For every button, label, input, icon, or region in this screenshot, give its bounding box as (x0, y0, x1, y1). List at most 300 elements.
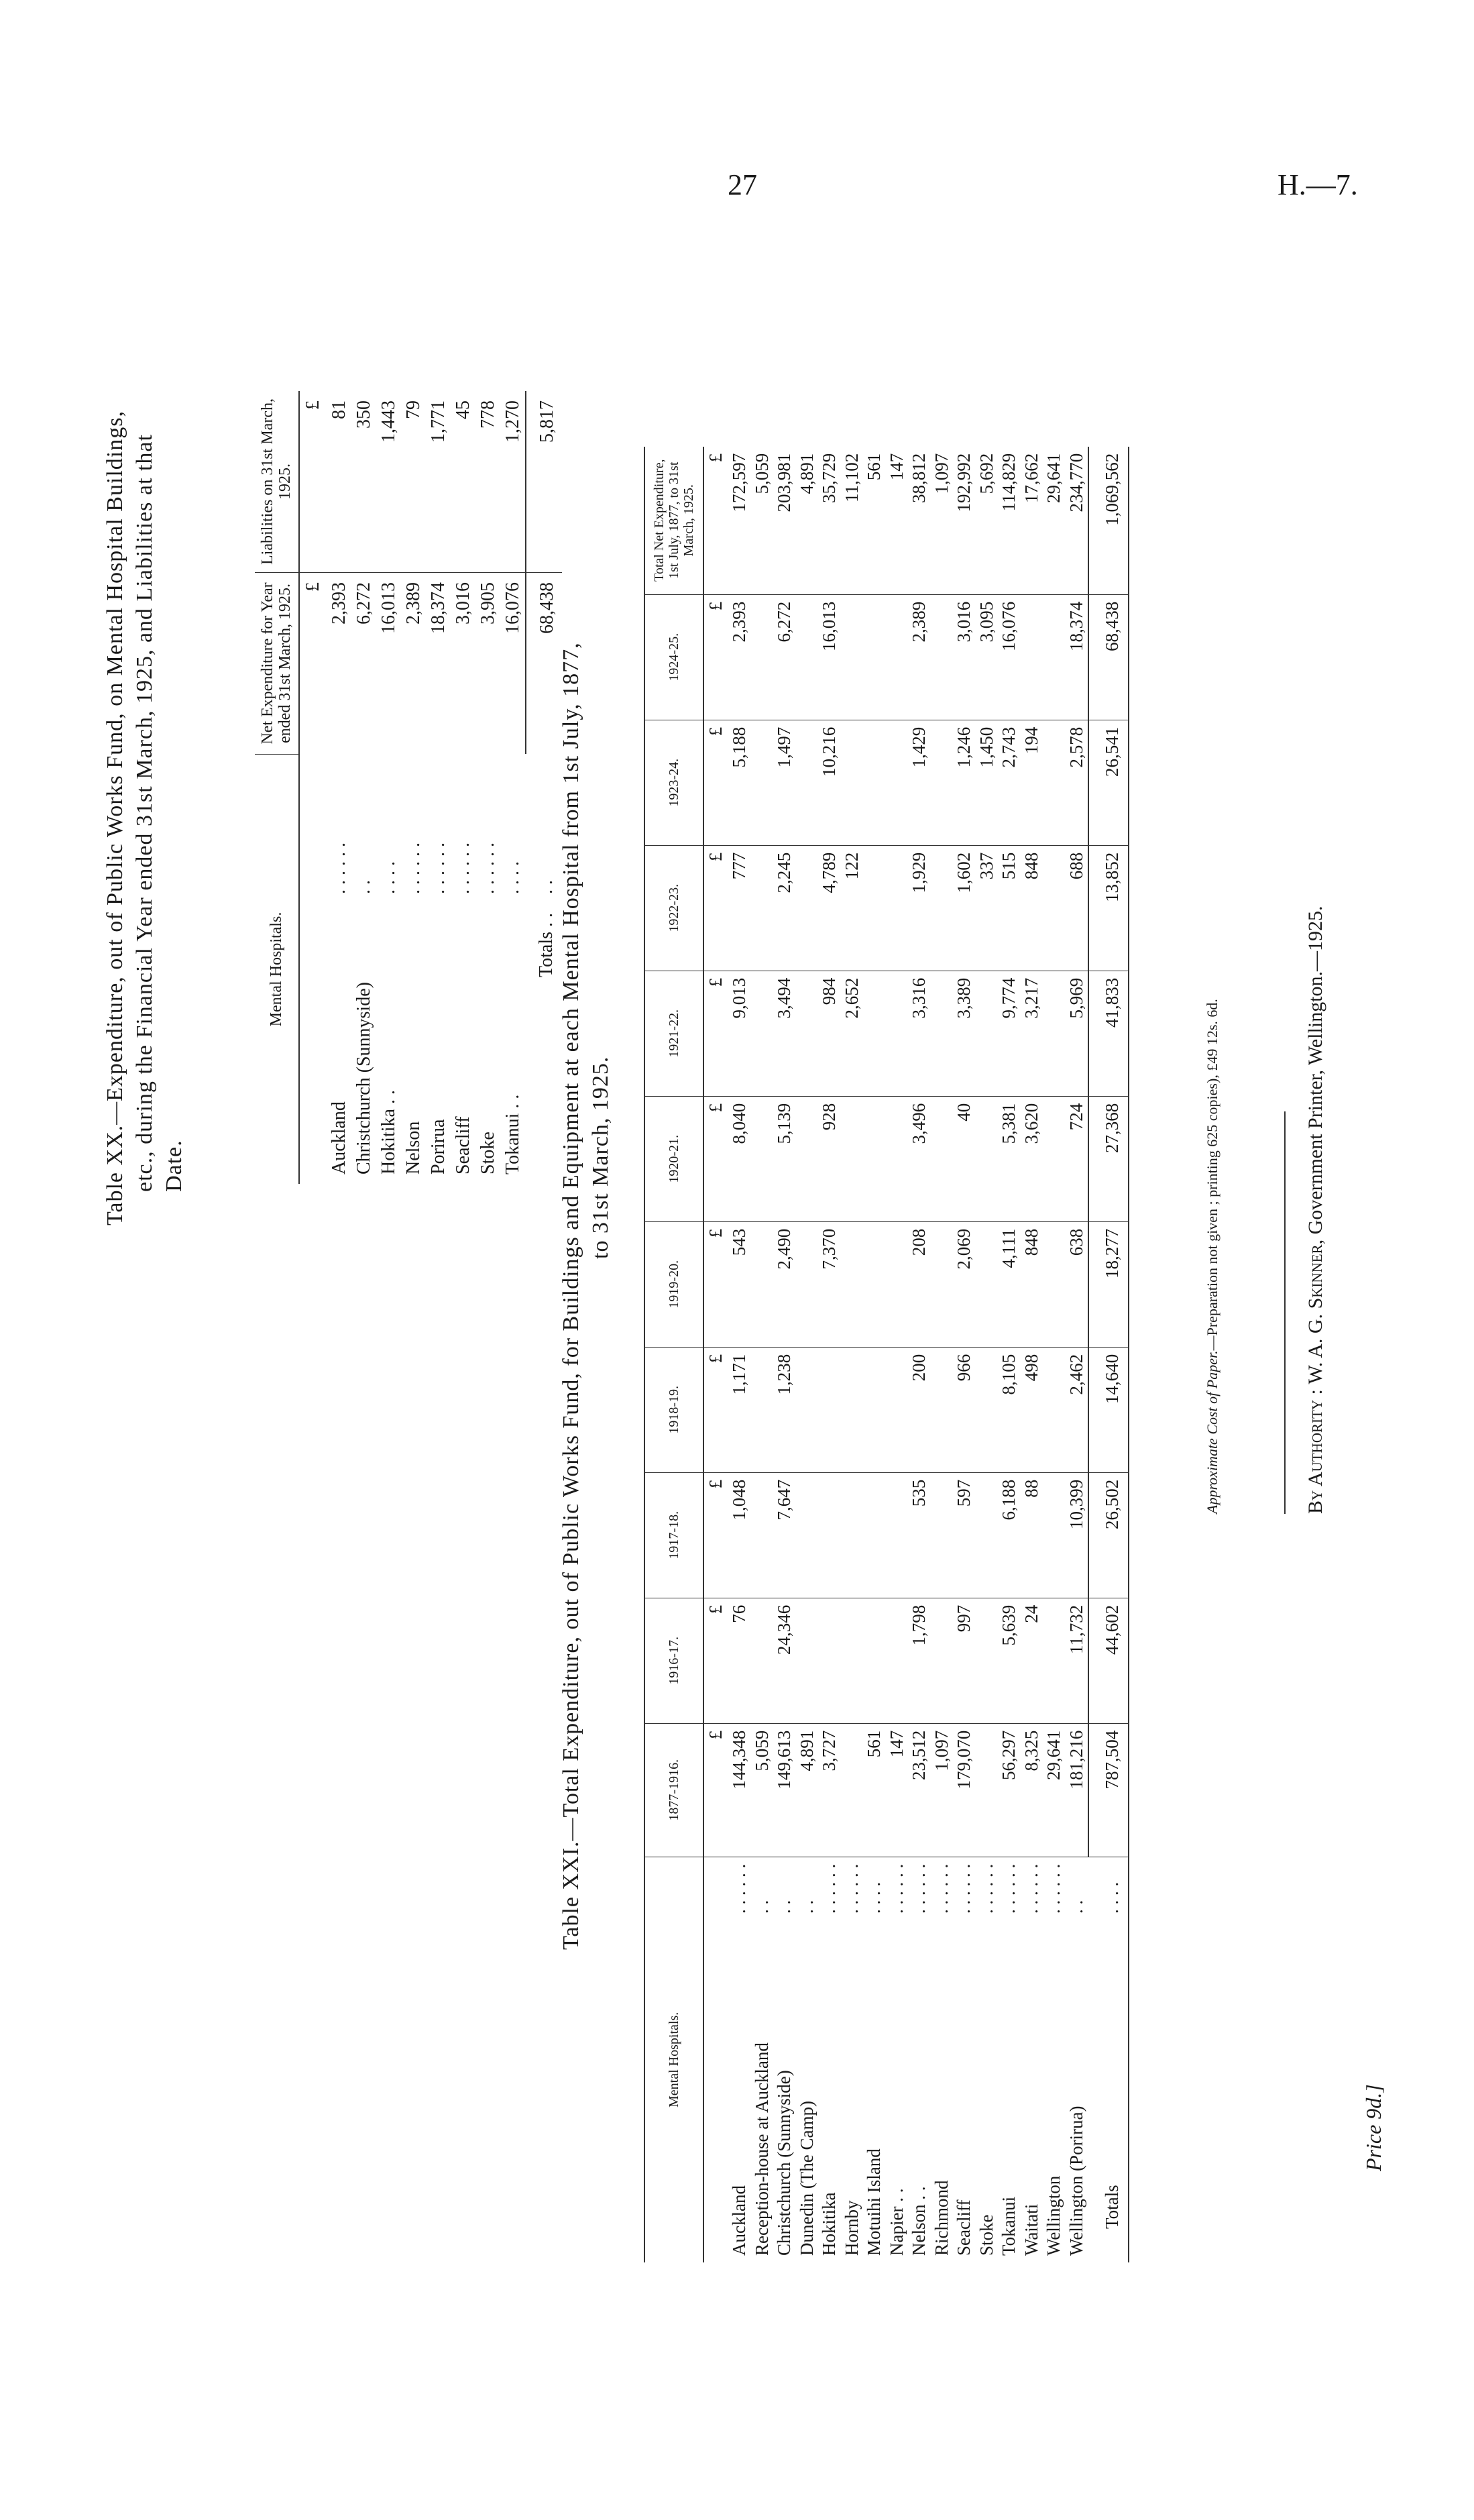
printing-authority (1304, 906, 1327, 1514)
totals-label: Totals (1088, 1920, 1129, 2262)
caption-line: Date. (162, 1140, 186, 1192)
net-expenditure-value: 16,076 (502, 582, 523, 634)
liabilities-value: 778 (475, 391, 500, 573)
price: Price 9d.] (1361, 2084, 1385, 2171)
table-xxi (644, 447, 1129, 2262)
expenditure-value (863, 594, 886, 720)
expenditure-value (796, 971, 819, 1096)
expenditure-value: 5,059 (751, 447, 774, 595)
expenditure-value: 149,613 (773, 1723, 796, 1857)
table-row (886, 447, 909, 2262)
caption-line: etc., during the Financial Year ended 31st March, 1925, and Liabilities at that (132, 434, 157, 1192)
expenditure-value: 181,216 (1066, 1723, 1089, 1857)
expenditure-value: 984 (818, 971, 841, 1096)
expenditure-value (886, 1096, 909, 1221)
totals-row (1088, 447, 1129, 2262)
expenditure-value (976, 1598, 999, 1723)
expenditure-value: 337 (976, 845, 999, 971)
table-row (908, 447, 931, 2262)
table-row (451, 391, 475, 1184)
expenditure-value: 2,069 (953, 1221, 976, 1347)
expenditure-value (863, 971, 886, 1096)
expenditure-value (863, 1472, 886, 1598)
expenditure-value: 8,325 (1021, 1723, 1043, 1857)
leader-dots: . . (796, 1900, 817, 1914)
hospital-name: Nelson . . (909, 2186, 929, 2256)
expenditure-value (751, 1472, 774, 1598)
expenditure-value: 1,238 (773, 1347, 796, 1472)
hospital-name: Tokanui . . (502, 1094, 524, 1174)
expenditure-value (841, 720, 864, 845)
expenditure-value (796, 1347, 819, 1472)
net-expenditure-value: 6,272 (353, 582, 374, 624)
table-row (500, 391, 526, 1184)
expenditure-value: 18,374 (1066, 594, 1089, 720)
expenditure-value: 4,111 (998, 1221, 1021, 1347)
expenditure-value (886, 1598, 909, 1723)
net-expenditure-value: 2,393 (328, 582, 349, 624)
leader-dots: . . (774, 1900, 794, 1914)
expenditure-value: 1,246 (953, 720, 976, 845)
expenditure-value (751, 845, 774, 971)
table-row (1066, 447, 1089, 2262)
expenditure-value (863, 1096, 886, 1221)
expenditure-value: 38,812 (908, 447, 931, 595)
expenditure-value: 122 (841, 845, 864, 971)
expenditure-value: 5,381 (998, 1096, 1021, 1221)
hospital-name: Waitati (1021, 2203, 1041, 2256)
page-number: 27 (728, 168, 757, 201)
expenditure-value: 8,040 (728, 1096, 751, 1221)
leader-dots: . . (1066, 1900, 1086, 1914)
expenditure-value: 16,076 (998, 594, 1021, 720)
expenditure-value: 515 (998, 845, 1021, 971)
table-row (426, 391, 451, 1184)
leader-dots: . . . . . . (841, 1863, 862, 1914)
expenditure-value: 1,602 (953, 845, 976, 971)
expenditure-value (841, 1598, 864, 1723)
expenditure-value: 1,798 (908, 1598, 931, 1723)
spacer-cell (703, 1920, 728, 2262)
table-row (863, 447, 886, 2262)
table-row (475, 391, 500, 1184)
unit-cell: £ (703, 1598, 728, 1723)
expenditure-value (796, 1598, 819, 1723)
net-expenditure-value: 16,013 (378, 582, 399, 634)
liabilities-value: 81 (327, 391, 351, 573)
leader-dots: . . . . . . (402, 842, 424, 894)
expenditure-value (796, 1472, 819, 1598)
leader-dots: . . . . . . (976, 1863, 997, 1914)
hospital-name: Dunedin (The Camp) (796, 2101, 817, 2256)
expenditure-total: 26,541 (1088, 720, 1129, 845)
expenditure-value: 5,139 (773, 1096, 796, 1221)
unit-cell: £ (703, 1347, 728, 1472)
leader-dots: . . . . . . (909, 1863, 929, 1914)
column-header: 1877-1916. (644, 1723, 703, 1857)
authority-prefix: By Authority : (1304, 1389, 1326, 1514)
liabilities-value: 45 (451, 391, 475, 573)
expenditure-value (886, 1347, 909, 1472)
expenditure-value: 35,729 (818, 447, 841, 595)
expenditure-value (841, 1723, 864, 1857)
spacer-cell (703, 1857, 728, 1920)
hospital-name: Christchurch (Sunnyside) (353, 982, 374, 1174)
expenditure-value (931, 1096, 954, 1221)
expenditure-value (976, 1723, 999, 1857)
expenditure-value: 3,217 (1021, 971, 1043, 1096)
table-row (401, 391, 426, 1184)
leader-dots: . . . . . . (729, 1863, 749, 1914)
expenditure-value: 11,102 (841, 447, 864, 595)
expenditure-total: 68,438 (1088, 594, 1129, 720)
net-expenditure-value: 18,374 (427, 582, 449, 634)
expenditure-value (751, 720, 774, 845)
expenditure-value: 10,216 (818, 720, 841, 845)
table-row (998, 447, 1021, 2262)
expenditure-value (1043, 845, 1066, 971)
expenditure-value: 543 (728, 1221, 751, 1347)
expenditure-value (931, 1472, 954, 1598)
expenditure-value: 1,097 (931, 1723, 954, 1857)
spacer-cell (299, 755, 327, 904)
expenditure-value: 3,016 (953, 594, 976, 720)
expenditure-value: 3,620 (1021, 1096, 1043, 1221)
unit-cell: £ (703, 447, 728, 595)
table-xx (255, 391, 562, 1184)
unit-cell: £ (703, 720, 728, 845)
column-header-liabilities: Liabilities on 31st March, 1925. (255, 391, 299, 573)
net-expenditure-value: 2,389 (402, 582, 424, 624)
leader-dots: . . . . . . (1043, 1863, 1064, 1914)
expenditure-total: 13,852 (1088, 845, 1129, 971)
expenditure-value: 9,013 (728, 971, 751, 1096)
leader-dots: . . . . . . (477, 842, 498, 894)
expenditure-value (863, 1347, 886, 1472)
leader-dots: . . . . (864, 1881, 884, 1914)
leader-dots: . . (751, 1900, 772, 1914)
expenditure-value (863, 1221, 886, 1347)
expenditure-value: 29,641 (1043, 1723, 1066, 1857)
expenditure-value (931, 720, 954, 845)
expenditure-value (886, 971, 909, 1096)
expenditure-total: 26,502 (1088, 1472, 1129, 1598)
expenditure-value: 724 (1066, 1096, 1089, 1221)
expenditure-value (841, 1096, 864, 1221)
expenditure-value: 203,981 (773, 447, 796, 595)
liabilities-value: 1,771 (426, 391, 451, 573)
table-row (796, 447, 819, 2262)
expenditure-value: 56,297 (998, 1723, 1021, 1857)
net-expenditure-total: 68,438 (526, 573, 562, 755)
table-row (841, 447, 864, 2262)
expenditure-value: 3,494 (773, 971, 796, 1096)
expenditure-value: 6,188 (998, 1472, 1021, 1598)
liabilities-value: 1,443 (376, 391, 401, 573)
expenditure-value: 208 (908, 1221, 931, 1347)
expenditure-value (818, 1598, 841, 1723)
expenditure-value: 194 (1021, 720, 1043, 845)
column-header: 1916-17. (644, 1598, 703, 1723)
liabilities-value: 79 (401, 391, 426, 573)
table-row (953, 447, 976, 2262)
leader-dots: . . . . . . (452, 842, 473, 894)
hospital-name: Stoke (477, 1132, 498, 1174)
expenditure-value (976, 971, 999, 1096)
expenditure-value (886, 1221, 909, 1347)
column-header: Total Net Expenditure, 1st July, 1877, to 31st March, 1925. (644, 447, 703, 595)
expenditure-value: 2,393 (728, 594, 751, 720)
net-expenditure-value: 3,016 (452, 582, 473, 624)
expenditure-value: 10,399 (1066, 1472, 1089, 1598)
expenditure-value: 3,389 (953, 971, 976, 1096)
expenditure-value: 7,647 (773, 1472, 796, 1598)
column-header-mental-hospitals: Mental Hospitals. (255, 755, 299, 1185)
leader-dots: . . . . . . (954, 1863, 974, 1914)
expenditure-value (976, 1472, 999, 1598)
leader-dots: . . . . . . (886, 1863, 907, 1914)
expenditure-value (751, 594, 774, 720)
expenditure-value: 561 (863, 447, 886, 595)
expenditure-value (841, 1347, 864, 1472)
document-reference: H.—7. (1278, 168, 1358, 201)
leader-dots: . . . . (502, 861, 524, 894)
authority-rest: , Government Printer, Wellington.—1925. (1304, 906, 1326, 1245)
expenditure-value: 3,095 (976, 594, 999, 720)
expenditure-value: 928 (818, 1096, 841, 1221)
expenditure-value: 114,829 (998, 447, 1021, 595)
table-row (931, 447, 954, 2262)
table-xxi-caption (557, 642, 616, 1950)
expenditure-value (841, 1472, 864, 1598)
leader-dots: . . . . (1088, 1857, 1129, 1920)
approximate-cost-label: Approximate Cost of Paper. (1204, 1350, 1221, 1514)
expenditure-value: 1,171 (728, 1347, 751, 1472)
column-header-net-expenditure: Net Expenditure for Year ended 31st March, 1925. (255, 573, 299, 755)
totals-label: Totals . . (536, 913, 557, 978)
unit-cell: £ (703, 1472, 728, 1598)
expenditure-value: 2,743 (998, 720, 1021, 845)
leader-dots: . . . . . . (1021, 1863, 1041, 1914)
expenditure-value: 88 (1021, 1472, 1043, 1598)
hospital-name: Hokitika . . (378, 1090, 399, 1174)
expenditure-value (1043, 594, 1066, 720)
expenditure-value (976, 1096, 999, 1221)
expenditure-value (1043, 1221, 1066, 1347)
expenditure-total: 27,368 (1088, 1096, 1129, 1221)
hospital-name: Porirua (427, 1119, 449, 1174)
expenditure-value (751, 1096, 774, 1221)
expenditure-value: 2,490 (773, 1221, 796, 1347)
expenditure-value: 597 (953, 1472, 976, 1598)
expenditure-value (796, 845, 819, 971)
expenditure-value: 561 (863, 1723, 886, 1857)
expenditure-value: 11,732 (1066, 1598, 1089, 1723)
caption-line: Table XXI.—Total Expenditure, out of Public Works Fund, for Buildings and Equipment at each Mental Hospital from 1st July, 1877, (559, 642, 583, 1950)
expenditure-value: 200 (908, 1347, 931, 1472)
hospital-name: Nelson (402, 1121, 424, 1174)
unit-cell: £ (703, 1221, 728, 1347)
expenditure-value: 4,891 (796, 447, 819, 595)
expenditure-total: 18,277 (1088, 1221, 1129, 1347)
net-expenditure-value: 3,905 (477, 582, 498, 624)
unit-row (703, 447, 728, 2262)
expenditure-value (1043, 971, 1066, 1096)
expenditure-value: 172,597 (728, 447, 751, 595)
expenditure-value (863, 845, 886, 971)
expenditure-value: 2,652 (841, 971, 864, 1096)
expenditure-value (931, 845, 954, 971)
unit-cell: £ (302, 582, 324, 592)
expenditure-value: 147 (886, 447, 909, 595)
expenditure-value: 6,272 (773, 594, 796, 720)
expenditure-value (751, 1598, 774, 1723)
caption-line: to 31st March, 1925. (588, 1056, 613, 1259)
expenditure-value: 1,497 (773, 720, 796, 845)
leader-dots: . . . . (378, 861, 399, 894)
expenditure-value: 535 (908, 1472, 931, 1598)
expenditure-value: 4,891 (796, 1723, 819, 1857)
expenditure-value: 4,789 (818, 845, 841, 971)
expenditure-value: 638 (1066, 1221, 1089, 1347)
expenditure-value: 2,462 (1066, 1347, 1089, 1472)
expenditure-total: 41,833 (1088, 971, 1129, 1096)
table-row (818, 447, 841, 2262)
expenditure-value (818, 1347, 841, 1472)
expenditure-value: 7,370 (818, 1221, 841, 1347)
expenditure-value (751, 1221, 774, 1347)
expenditure-value (976, 1221, 999, 1347)
expenditure-value: 8,105 (998, 1347, 1021, 1472)
column-header: 1923-24. (644, 720, 703, 845)
expenditure-value: 3,727 (818, 1723, 841, 1857)
authority-name: W. A. G. Skinner (1304, 1244, 1326, 1384)
expenditure-value: 179,070 (953, 1723, 976, 1857)
expenditure-value (931, 1221, 954, 1347)
expenditure-value: 5,059 (751, 1723, 774, 1857)
expenditure-value: 24,346 (773, 1598, 796, 1723)
unit-cell: £ (703, 594, 728, 720)
hospital-name: Auckland (328, 1101, 349, 1174)
liabilities-value: 1,270 (500, 391, 526, 573)
expenditure-value (796, 1221, 819, 1347)
expenditure-value: 2,578 (1066, 720, 1089, 845)
expenditure-value: 5,639 (998, 1598, 1021, 1723)
approximate-cost-text: —Preparation not given ; printing 625 copies), £49 12s. 6d. (1204, 999, 1221, 1351)
expenditure-total: 44,602 (1088, 1598, 1129, 1723)
expenditure-value: 147 (886, 1723, 909, 1857)
table-row (728, 447, 751, 2262)
expenditure-value: 29,641 (1043, 447, 1066, 595)
expenditure-value (886, 594, 909, 720)
expenditure-value (1043, 720, 1066, 845)
hospital-name: Motuihi Island (864, 2148, 884, 2256)
unit-cell: £ (703, 1096, 728, 1221)
hospital-name: Tokanui (999, 2196, 1019, 2256)
expenditure-value (1043, 1347, 1066, 1472)
leader-dots: . . . . . . (328, 842, 349, 894)
expenditure-value: 1,450 (976, 720, 999, 845)
expenditure-value (931, 1598, 954, 1723)
table-row (773, 447, 796, 2262)
expenditure-total: 787,504 (1088, 1723, 1129, 1857)
table-row (1021, 447, 1043, 2262)
unit-row (299, 391, 327, 1184)
hospital-name: Wellington (1043, 2175, 1064, 2256)
expenditure-value: 5,188 (728, 720, 751, 845)
table-xx-caption (101, 410, 189, 1225)
column-header: 1920-21. (644, 1096, 703, 1221)
expenditure-value (841, 594, 864, 720)
expenditure-value (1021, 594, 1043, 720)
expenditure-value (796, 720, 819, 845)
expenditure-value (863, 720, 886, 845)
expenditure-value: 23,512 (908, 1723, 931, 1857)
expenditure-value: 1,048 (728, 1472, 751, 1598)
column-header: 1918-19. (644, 1347, 703, 1472)
column-header: 1924-25. (644, 594, 703, 720)
unit-cell: £ (703, 845, 728, 971)
unit-cell: £ (299, 391, 327, 573)
expenditure-value (751, 971, 774, 1096)
column-header: 1921-22. (644, 971, 703, 1096)
expenditure-value (886, 845, 909, 971)
expenditure-value: 2,389 (908, 594, 931, 720)
expenditure-value: 76 (728, 1598, 751, 1723)
expenditure-value: 16,013 (818, 594, 841, 720)
approximate-cost-note (1204, 999, 1221, 1514)
leader-dots: . . . . . . (931, 1863, 952, 1914)
hospital-name: Hokitika (819, 2192, 839, 2256)
expenditure-value (796, 1096, 819, 1221)
hospital-name: Reception-house at Auckland (751, 2042, 772, 2256)
hospital-name: Seacliff (452, 1116, 473, 1174)
expenditure-value (931, 1347, 954, 1472)
expenditure-value: 997 (953, 1598, 976, 1723)
expenditure-value (796, 594, 819, 720)
leader-dots: . . (536, 880, 557, 894)
expenditure-value: 24 (1021, 1598, 1043, 1723)
expenditure-value: 2,245 (773, 845, 796, 971)
expenditure-value: 5,969 (1066, 971, 1089, 1096)
table-row (1043, 447, 1066, 2262)
expenditure-value (818, 1472, 841, 1598)
authority-rule (1284, 1111, 1286, 1514)
expenditure-value (1043, 1598, 1066, 1723)
expenditure-value: 234,770 (1066, 447, 1089, 595)
expenditure-value: 17,662 (1021, 447, 1043, 595)
hospital-name: Seacliff (954, 2199, 974, 2256)
expenditure-value: 192,992 (953, 447, 976, 595)
expenditure-value: 966 (953, 1347, 976, 1472)
table-row (751, 447, 774, 2262)
table-row (976, 447, 999, 2262)
column-header: 1922-23. (644, 845, 703, 971)
liabilities-value: 350 (351, 391, 376, 573)
expenditure-value (931, 971, 954, 1096)
expenditure-value: 498 (1021, 1347, 1043, 1472)
hospital-name: Stoke (976, 2214, 997, 2256)
table-row (327, 391, 351, 1184)
expenditure-value: 848 (1021, 1221, 1043, 1347)
expenditure-value: 1,097 (931, 447, 954, 595)
leader-dots: . . (353, 880, 374, 894)
expenditure-value (863, 1598, 886, 1723)
expenditure-value (751, 1347, 774, 1472)
table-row (351, 391, 376, 1184)
liabilities-total: 5,817 (526, 391, 562, 573)
expenditure-value: 1,429 (908, 720, 931, 845)
